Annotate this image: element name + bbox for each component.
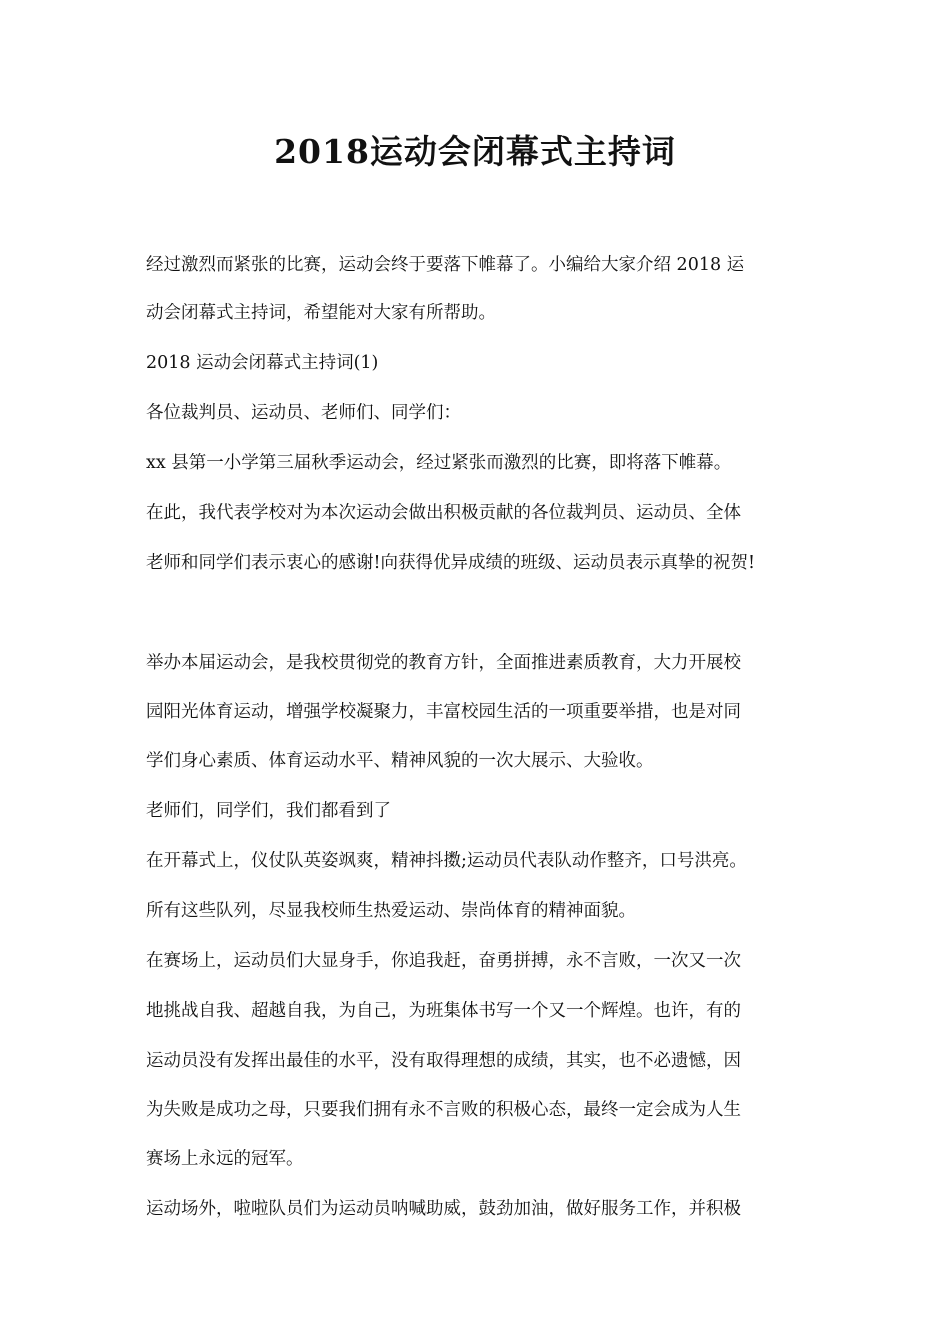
- paragraph-line: 在开幕式上，仪仗队英姿飒爽，精神抖擞;运动员代表队动作整齐，口号洪亮。: [146, 851, 747, 871]
- paragraph-line: 运动场外，啦啦队员们为运动员呐喊助威，鼓劲加油，做好服务工作，并积极: [146, 1199, 741, 1219]
- paragraph-line: 赛场上永远的冠军。: [146, 1149, 304, 1169]
- paragraph-line: 老师和同学们表示衷心的感谢!向获得优异成绩的班级、运动员表示真挚的祝贺!: [146, 553, 756, 573]
- paragraph-line: 为失败是成功之母，只要我们拥有永不言败的积极心态，最终一定会成为人生: [146, 1100, 741, 1120]
- paragraph-line: 各位裁判员、运动员、老师们、同学们：: [146, 403, 461, 423]
- paragraph-line: 老师们，同学们，我们都看到了: [146, 801, 391, 821]
- paragraph-line: 在此，我代表学校对为本次运动会做出积极贡献的各位裁判员、运动员、全体: [146, 503, 741, 523]
- paragraph-line: xx 县第一小学第三届秋季运动会，经过紧张而激烈的比赛，即将落下帷幕。: [146, 453, 732, 473]
- document-title: 2018运动会闭幕式主持词: [274, 132, 676, 171]
- paragraph-line: 2018 运动会闭幕式主持词(1): [146, 353, 379, 373]
- paragraph-line: 举办本届运动会，是我校贯彻党的教育方针，全面推进素质教育，大力开展校: [146, 653, 741, 673]
- paragraph-line: 运动员没有发挥出最佳的水平，没有取得理想的成绩，其实，也不必遗憾，因: [146, 1051, 741, 1071]
- paragraph-line: 在赛场上，运动员们大显身手，你追我赶，奋勇拼搏，永不言败，一次又一次: [146, 951, 741, 971]
- paragraph-line: 园阳光体育运动，增强学校凝聚力，丰富校园生活的一项重要举措，也是对同: [146, 702, 741, 722]
- paragraph-line: 经过激烈而紧张的比赛，运动会终于要落下帷幕了。小编给大家介绍 2018 运: [146, 255, 745, 275]
- paragraph-line: 学们身心素质、体育运动水平、精神风貌的一次大展示、大验收。: [146, 751, 654, 771]
- paragraph-line: 动会闭幕式主持词，希望能对大家有所帮助。: [146, 303, 496, 323]
- paragraph-line: 所有这些队列，尽显我校师生热爱运动、崇尚体育的精神面貌。: [146, 901, 636, 921]
- paragraph-line: 地挑战自我、超越自我，为自己，为班集体书写一个又一个辉煌。也许，有的: [146, 1001, 741, 1021]
